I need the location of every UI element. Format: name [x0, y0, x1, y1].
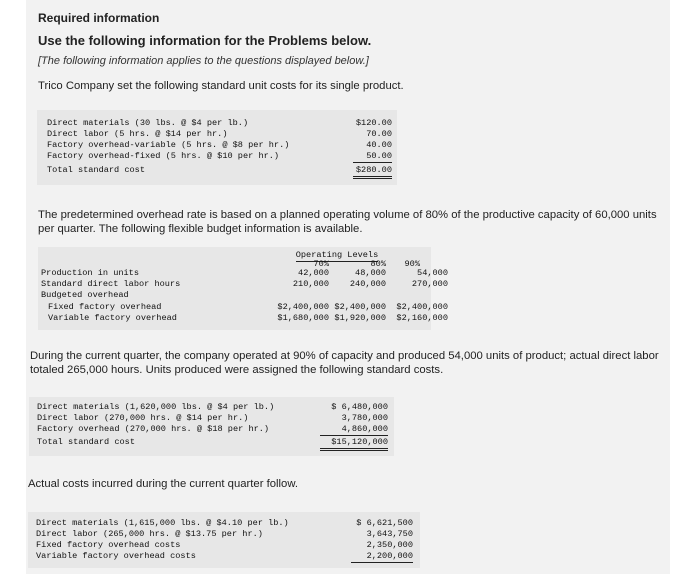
total-label: Total standard cost [47, 165, 145, 175]
standard-unit-costs-table [37, 110, 397, 185]
cost-label: Direct labor (270,000 hrs. @ $14 per hr.) [37, 413, 249, 423]
overhead-value: $2,400,000 [277, 302, 329, 312]
actual-cost-label: Direct labor (265,000 hrs. @ $13.75 per hr.) [36, 529, 263, 539]
note-text: [The following information applies to the questions displayed below.] [38, 55, 369, 67]
operating-levels-header: Operating Levels [285, 250, 389, 262]
budget-value: 42,000 [298, 268, 329, 278]
cost-label: Direct materials (30 lbs. @ $4 per lb.) [47, 118, 249, 128]
budget-value: 240,000 [349, 279, 386, 289]
cost-value: $120.00 [355, 118, 392, 128]
cost-value: 4,860,000 [313, 424, 388, 436]
overhead-row-label: Fixed factory overhead [48, 302, 162, 312]
cost-label: Factory overhead (270,000 hrs. @ $18 per hr.) [37, 424, 270, 434]
budget-row-label: Standard direct labor hours [41, 279, 181, 289]
budget-value: 270,000 [411, 279, 448, 289]
actual-cost-value: $ 6,621,500 [356, 518, 413, 528]
total-value: $280.00 [353, 165, 392, 179]
overhead-value: $1,680,000 [277, 313, 329, 323]
overhead-value: $1,920,000 [334, 313, 386, 323]
cost-label: Factory overhead-fixed (5 hrs. @ $10 per hr.) [47, 151, 280, 161]
current-quarter-paragraph: During the current quarter, the company operated at 90% of capacity and produced 54,000 units of product; actual direct labor totaled 265,000 hours. Units produced were assigned the following standard costs. [30, 350, 659, 376]
actual-cost-value: 2,350,000 [366, 540, 413, 550]
budget-row-label: Production in units [41, 268, 139, 278]
budget-value: 48,000 [355, 268, 386, 278]
actual-costs-table [28, 512, 420, 568]
cost-label: Direct labor (5 hrs. @ $14 per hr.) [47, 129, 228, 139]
assigned-standard-costs-table [29, 397, 394, 456]
actual-cost-label: Direct materials (1,615,000 lbs. @ $4.10 per lb.) [36, 518, 289, 528]
level-header: 80% [370, 259, 386, 269]
cost-label: Factory overhead-variable (5 hrs. @ $8 per hr.) [47, 140, 290, 150]
overhead-paragraph: The predetermined overhead rate is based on a planned operating volume of 80% of the productive capacity of 60,000 units per quarter. The following flexible budget information is available. [38, 209, 657, 235]
actual-cost-value: 3,643,750 [366, 529, 413, 539]
cost-value: 50.00 [353, 151, 392, 163]
cost-label: Direct materials (1,620,000 lbs. @ $4 per lb.) [37, 402, 275, 412]
actual-cost-label: Fixed factory overhead costs [36, 540, 181, 550]
total-value: $15,120,000 [313, 437, 388, 451]
overhead-value: $2,160,000 [396, 313, 448, 323]
overhead-value: $2,400,000 [334, 302, 386, 312]
level-header: 70% [313, 259, 329, 269]
actual-cost-value: 2,200,000 [338, 551, 413, 563]
cost-value: 40.00 [366, 140, 392, 150]
actual-cost-label: Variable factory overhead costs [36, 551, 196, 561]
cost-value: 3,780,000 [341, 413, 388, 423]
required-info-title: Required information [38, 11, 160, 25]
actual-costs-intro: Actual costs incurred during the current quarter follow. [28, 478, 299, 490]
overhead-value: $2,400,000 [396, 302, 448, 312]
overhead-row-label: Variable factory overhead [48, 313, 177, 323]
total-label: Total standard cost [37, 437, 135, 447]
budget-value: 54,000 [417, 268, 448, 278]
level-header: 90% [404, 259, 420, 269]
cost-value: 70.00 [366, 129, 392, 139]
instruction-heading: Use the following information for the Problems below. [38, 33, 372, 48]
budget-value: 210,000 [292, 279, 329, 289]
intro-text: Trico Company set the following standard unit costs for its single product. [38, 80, 404, 92]
problem-card [26, 0, 670, 574]
cost-value: $ 6,480,000 [331, 402, 388, 412]
flexible-budget-table [38, 247, 448, 330]
budgeted-overhead-label: Budgeted overhead [41, 290, 129, 300]
